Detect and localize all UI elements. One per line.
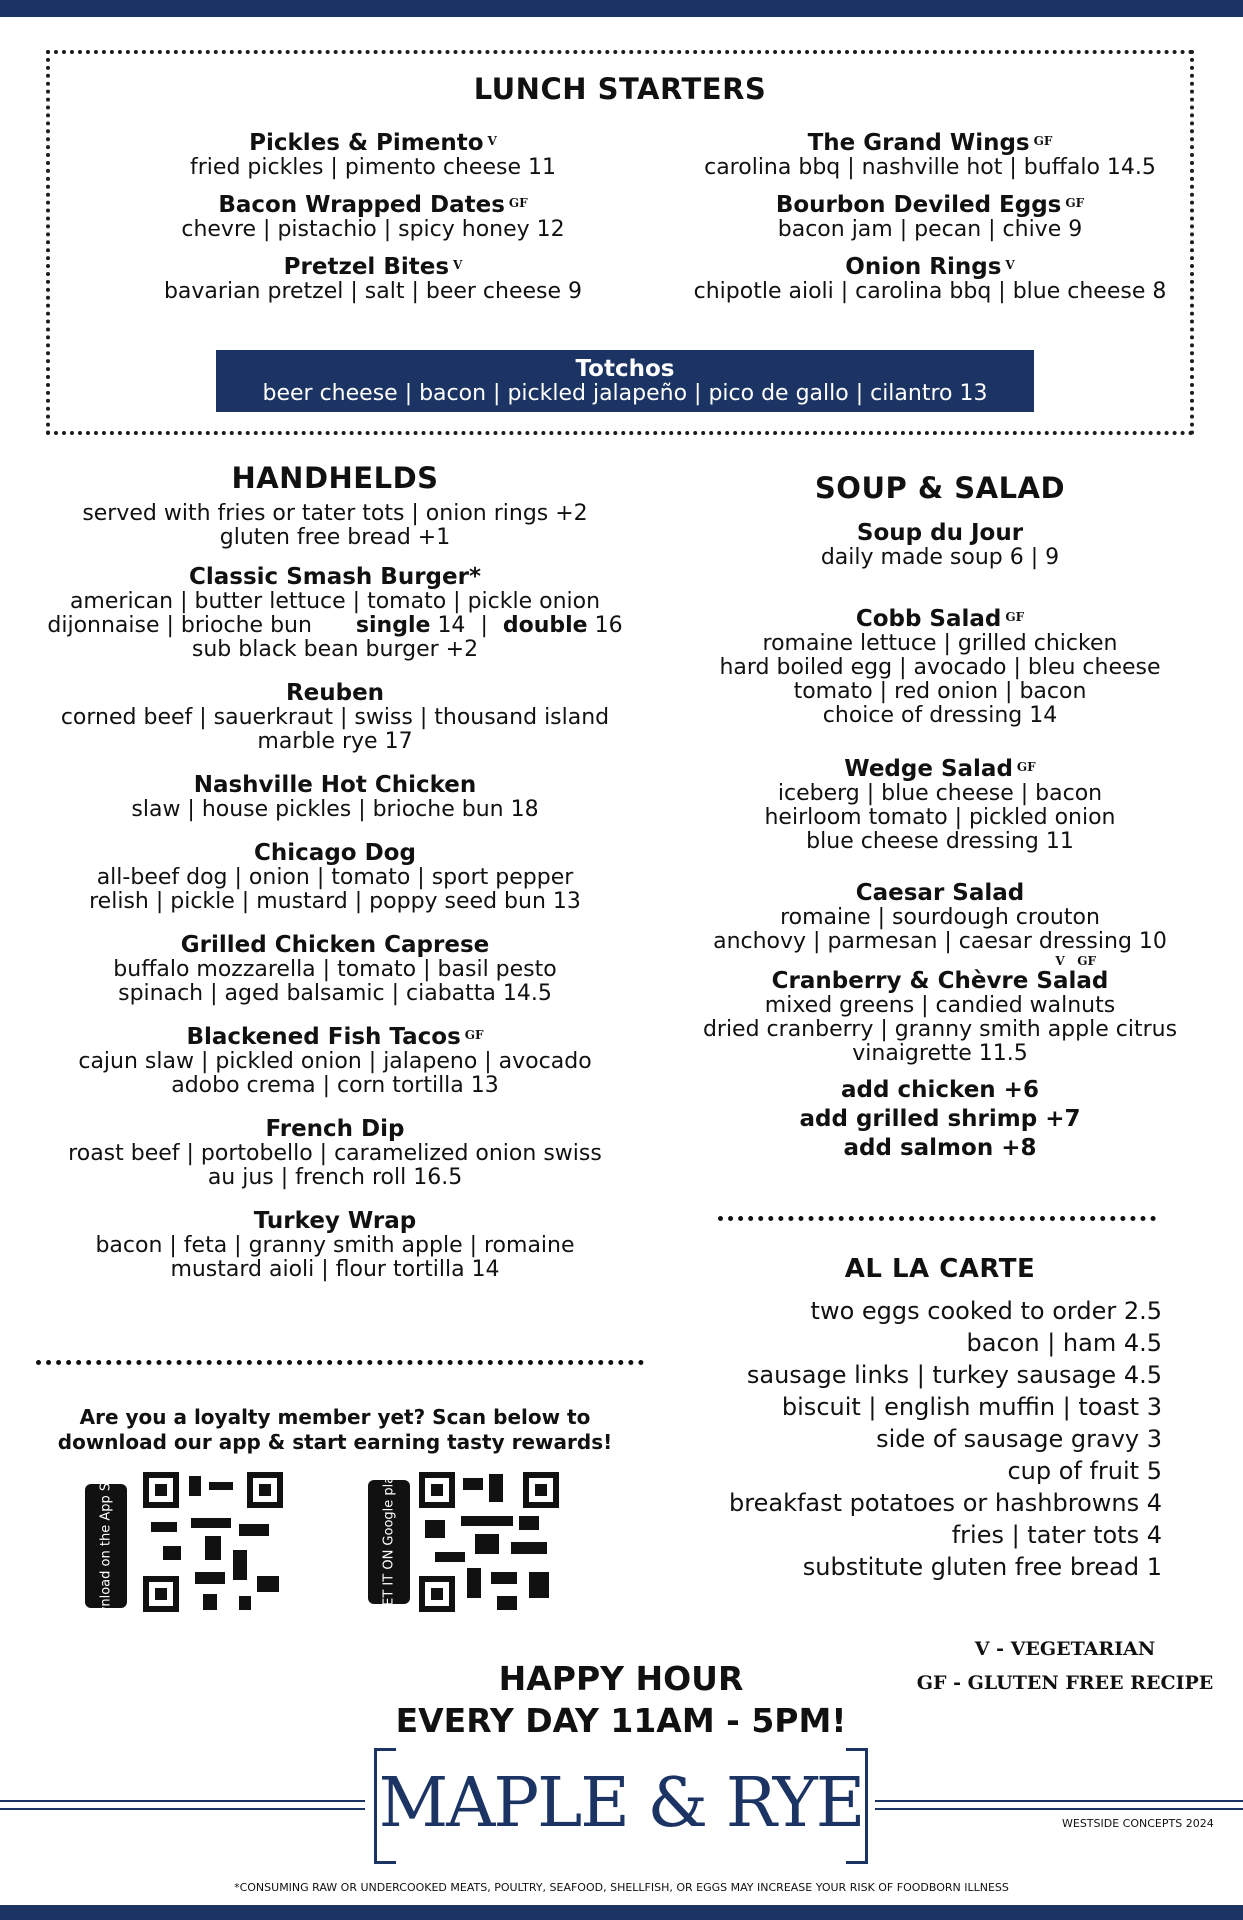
item-desc: spinach | aged balsamic | ciabatta 14.5 — [118, 981, 552, 1006]
item-name: Cranberry & Chèvre Salad — [771, 968, 1109, 994]
item-name: Pickles & Pimento — [249, 130, 484, 156]
alacarte-item: breakfast potatoes or hashbrowns 4 — [729, 1489, 1162, 1517]
app-store-qr-code — [143, 1472, 283, 1612]
item-name: French Dip — [265, 1116, 405, 1142]
diet-tag: V — [1005, 258, 1015, 272]
item-desc: tomato | red onion | bacon — [793, 679, 1087, 704]
item-desc: buffalo mozzarella | tomato | basil pesto — [113, 957, 557, 982]
item-desc: carolina bbq | nashville hot | buffalo 14.5 — [704, 155, 1156, 180]
google-play-badge[interactable] — [368, 1468, 410, 1616]
logo-rule — [875, 1808, 1243, 1810]
logo-frame-gap — [396, 1742, 846, 1756]
item-desc: adobo crema | corn tortilla 13 — [171, 1073, 499, 1098]
item-desc: marble rye 17 — [257, 729, 413, 754]
soup-item — [660, 520, 1220, 570]
item-name: Classic Smash Burger* — [189, 564, 481, 590]
diet-tag: GF — [464, 1028, 484, 1042]
badge-label: GET IT ON Google play — [381, 1468, 397, 1616]
legend-gluten-free: GF - GLUTEN FREE RECIPE — [916, 1672, 1214, 1694]
handhelds-note: served with fries or tater tots | onion rings +2 — [82, 501, 588, 526]
bottom-bar — [0, 1905, 1243, 1920]
item-desc: daily made soup 6 | 9 — [820, 545, 1060, 570]
alacarte-item: substitute gluten free bread 1 — [802, 1553, 1162, 1581]
alacarte-item: sausage links | turkey sausage 4.5 — [746, 1361, 1162, 1389]
item-desc: bacon jam | pecan | chive 9 — [777, 217, 1083, 242]
item-desc: roast beef | portobello | caramelized onion swiss — [68, 1141, 602, 1166]
divider — [36, 1360, 644, 1365]
app-store-badge[interactable] — [85, 1456, 127, 1636]
item-name: Nashville Hot Chicken — [193, 772, 477, 798]
handheld-item — [30, 932, 640, 1006]
separator: | — [480, 613, 488, 638]
item-name: Totchos — [575, 356, 675, 382]
salad-item — [660, 756, 1220, 854]
alacarte-item: bacon | ham 4.5 — [966, 1329, 1162, 1357]
diet-tag: V — [453, 258, 463, 272]
item-desc: all-beef dog | onion | tomato | sport pepper — [96, 865, 574, 890]
item-desc: romaine | sourdough crouton — [780, 905, 1100, 930]
salad-item — [660, 968, 1220, 1066]
item-desc: mustard aioli | flour tortilla 14 — [170, 1257, 500, 1282]
logo-rule — [875, 1800, 1243, 1802]
size-label: double — [502, 613, 588, 638]
item-desc: relish | pickle | mustard | poppy seed bun 13 — [89, 889, 581, 914]
item-name: Pretzel Bites — [283, 254, 450, 280]
add-ons — [660, 1076, 1220, 1163]
alacarte-item: biscuit | english muffin | toast 3 — [781, 1393, 1162, 1421]
handhelds-title: HANDHELDS — [231, 461, 439, 495]
alacarte-list — [650, 1295, 1162, 1583]
starters-left-column — [93, 130, 653, 316]
handheld-item — [30, 1208, 640, 1282]
item-desc: anchovy | parmesan | caesar dressing 10 — [713, 929, 1167, 954]
price: 16 — [594, 613, 623, 638]
starters-box — [46, 50, 1194, 435]
diet-tag: V — [487, 134, 497, 148]
soup-salad-section — [660, 470, 1220, 1163]
loyalty-text: Are you a loyalty member yet? Scan below to — [79, 1405, 591, 1429]
item-desc: corned beef | sauerkraut | swiss | thousand island — [60, 705, 610, 730]
alacarte-item: cup of fruit 5 — [1007, 1457, 1162, 1485]
add-on-item: add grilled shrimp +7 — [799, 1106, 1081, 1132]
top-bar — [0, 0, 1243, 17]
divider — [718, 1216, 1156, 1221]
alacarte-item: side of sausage gravy 3 — [876, 1425, 1162, 1453]
salad-item — [660, 606, 1220, 728]
item-desc: sub black bean burger +2 — [191, 637, 479, 662]
item-name: Cobb Salad — [855, 606, 1002, 632]
item-desc: heirloom tomato | pickled onion — [764, 805, 1116, 830]
item-desc: slaw | house pickles | brioche bun 18 — [131, 797, 539, 822]
item-desc: blue cheese dressing 11 — [806, 829, 1074, 854]
logo-rule — [0, 1800, 365, 1802]
handheld-item — [30, 564, 640, 662]
handheld-item — [30, 840, 640, 914]
item-desc: hard boiled egg | avocado | bleu cheese — [719, 655, 1161, 680]
google-play-qr-code — [419, 1472, 559, 1612]
item-desc: romaine lettuce | grilled chicken — [762, 631, 1118, 656]
alacarte-item: two eggs cooked to order 2.5 — [810, 1297, 1162, 1325]
logo-rule — [0, 1808, 365, 1810]
item-name: Wedge Salad — [844, 756, 1013, 782]
starter-item — [650, 254, 1210, 304]
legend-vegetarian: V - VEGETARIAN — [974, 1638, 1156, 1660]
item-name: Bourbon Deviled Eggs — [775, 192, 1062, 218]
soup-salad-title: SOUP & SALAD — [814, 471, 1066, 505]
item-desc: bacon | feta | granny smith apple | romaine — [95, 1233, 575, 1258]
burger-price-line — [30, 614, 640, 638]
item-name: The Grand Wings — [807, 130, 1030, 156]
item-desc: cajun slaw | pickled onion | jalapeno | avocado — [78, 1049, 592, 1074]
logo-frame-gap — [396, 1858, 846, 1868]
item-desc: choice of dressing 14 — [822, 703, 1058, 728]
brand-logo: MAPLE & RYE — [378, 1764, 864, 1843]
diet-tag: GF — [1033, 134, 1053, 148]
item-desc: beer cheese | bacon | pickled jalapeño | pico de gallo | cilantro 13 — [262, 381, 988, 406]
badge-label: Download on the App Store — [98, 1456, 114, 1636]
handhelds-section — [30, 460, 640, 1300]
diet-legend — [915, 1632, 1215, 1700]
item-name: Soup du Jour — [856, 520, 1024, 546]
brand-credit: WESTSIDE CONCEPTS 2024 — [1062, 1817, 1214, 1830]
item-name: Grilled Chicken Caprese — [180, 932, 490, 958]
item-name: Onion Rings — [845, 254, 1002, 280]
loyalty-promo — [30, 1405, 640, 1455]
starters-title: LUNCH STARTERS — [473, 72, 767, 106]
item-desc: dijonnaise | brioche bun — [47, 613, 312, 638]
item-desc: fried pickles | pimento cheese 11 — [190, 155, 556, 180]
handheld-item — [30, 680, 640, 754]
add-on-item: add salmon +8 — [843, 1135, 1037, 1161]
item-name: Blackened Fish Tacos — [186, 1024, 461, 1050]
foodborne-disclaimer: *CONSUMING RAW OR UNDERCOOKED MEATS, POULTRY, SEAFOOD, SHELLFISH, OR EGGS MAY INCREASE YOUR RISK OF FOODBORN ILLNESS — [234, 1881, 1009, 1894]
add-on-item: add chicken +6 — [841, 1077, 1039, 1103]
happy-hour — [321, 1658, 921, 1742]
diet-tag: GF — [1005, 610, 1025, 624]
size-label: single — [355, 613, 431, 638]
starter-item — [93, 254, 653, 304]
item-desc: bavarian pretzel | salt | beer cheese 9 — [163, 279, 583, 304]
item-name: Bacon Wrapped Dates — [218, 192, 505, 218]
alacarte-item: fries | tater tots 4 — [951, 1521, 1162, 1549]
item-name: Reuben — [285, 680, 385, 706]
item-desc: dried cranberry | granny smith apple citrus — [702, 1017, 1178, 1042]
item-name: Chicago Dog — [254, 840, 416, 866]
item-desc: american | butter lettuce | tomato | pickle onion — [69, 589, 601, 614]
item-desc: iceberg | blue cheese | bacon — [777, 781, 1103, 806]
price: 14 — [437, 613, 466, 638]
item-desc: vinaigrette 11.5 — [852, 1041, 1028, 1066]
starter-item — [93, 130, 653, 180]
handheld-item — [30, 1116, 640, 1190]
totchos-feature — [216, 350, 1034, 412]
item-desc: mixed greens | candied walnuts — [764, 993, 1116, 1018]
item-desc: chevre | pistachio | spicy honey 12 — [181, 217, 565, 242]
handheld-item — [30, 772, 640, 822]
diet-tag: GF — [1065, 196, 1085, 210]
handhelds-note: gluten free bread +1 — [219, 525, 451, 550]
happy-hour-title: HAPPY HOUR — [498, 1659, 744, 1698]
diet-tag: GF — [1016, 760, 1036, 774]
starters-right-column — [650, 130, 1210, 316]
loyalty-text: download our app & start earning tasty rewards! — [57, 1430, 613, 1454]
item-name: Caesar Salad — [855, 880, 1025, 906]
happy-hour-time: EVERY DAY 11AM - 5PM! — [395, 1701, 847, 1740]
starter-item — [650, 130, 1210, 180]
handheld-item — [30, 1024, 640, 1098]
item-name: Turkey Wrap — [253, 1208, 417, 1234]
starter-item — [93, 192, 653, 242]
item-desc: au jus | french roll 16.5 — [207, 1165, 463, 1190]
diet-tag: GF — [508, 196, 528, 210]
item-desc: chipotle aioli | carolina bbq | blue cheese 8 — [693, 279, 1167, 304]
diet-tag: V GF — [1055, 954, 1096, 968]
salad-item — [660, 880, 1220, 954]
starter-item — [650, 192, 1210, 242]
alacarte-title: AL LA CARTE — [844, 1254, 1036, 1284]
